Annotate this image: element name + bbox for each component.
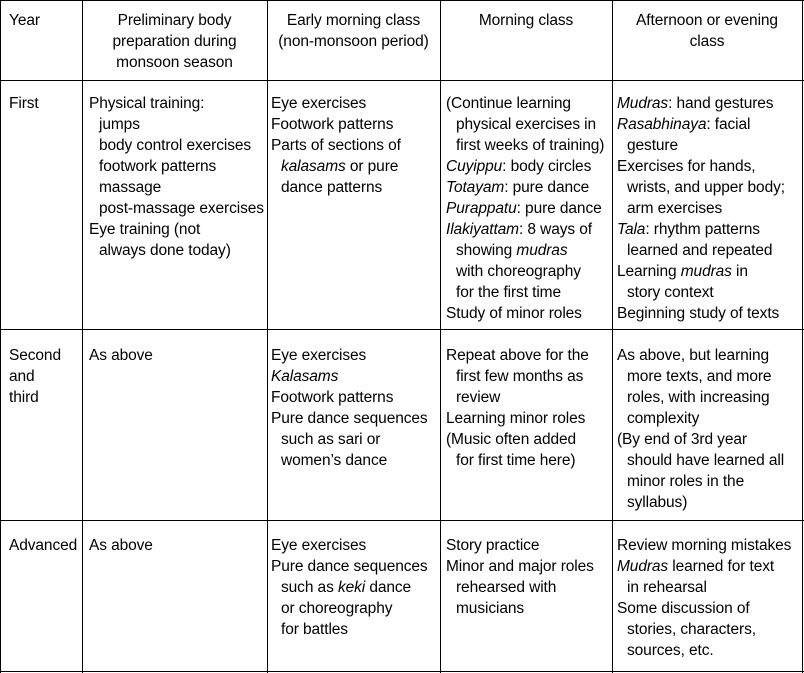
table-border-top: [0, 0, 804, 1]
header-year: Year: [9, 12, 40, 29]
header-early-morning: Early morning class (non-monsoon period): [278, 12, 429, 50]
row-advanced-preliminary: As above: [89, 537, 153, 554]
row-second-afternoon: As above, but learning more texts, and more roles, with increasing complexity (By end of 3rd year should have learned all minor roles in the syllabus): [617, 347, 785, 511]
header-preliminary: Preliminary body preparation during monsoon season: [112, 12, 237, 71]
table-border-left: [0, 0, 1, 673]
row-first-morning: (Continue learning physical exercises in first weeks of training) Cuyippu: body circles Totayam: pure dance Purappatu: pure dance Ilakiyattam: 8 ways of showing mudras with choreography for the first time Study of minor roles: [446, 95, 605, 322]
row-divider-first: [0, 329, 804, 330]
row-first-afternoon: Mudras: hand gestures Rasabhinaya: facial gesture Exercises for hands, wrists, and upper body; arm exercises Tala: rhythm patterns learned and repeated Learning mudras in story context Beginning study of texts: [617, 95, 785, 322]
column-divider-2: [267, 0, 268, 673]
row-second-preliminary: As above: [89, 347, 153, 364]
row-first-year: First: [9, 95, 39, 112]
column-divider-3: [440, 0, 441, 673]
table-border-bottom: [0, 671, 804, 672]
row-divider-header: [0, 80, 804, 81]
row-first-early-morning: Eye exercises Footwork patterns Parts of sections of kalasams or pure dance patterns: [271, 95, 401, 196]
column-divider-4: [612, 0, 613, 673]
row-second-morning: Repeat above for the first few months as review Learning minor roles (Music often added for first time here): [446, 347, 589, 469]
row-divider-second: [0, 520, 804, 521]
row-advanced-afternoon: Review morning mistakes Mudras learned for text in rehearsal Some discussion of stories, characters, sources, etc.: [617, 537, 792, 659]
row-second-early-morning: Eye exercises Kalasams Footwork patterns Pure dance sequences such as sari or women’s dance: [271, 347, 428, 469]
row-advanced-year: Advanced: [9, 537, 78, 554]
row-advanced-early-morning: Eye exercises Pure dance sequences such as keki dance or choreography for battles: [271, 537, 428, 638]
header-afternoon: Afternoon or evening class: [636, 12, 778, 50]
row-first-preliminary: Physical training: jumps body control exercises footwork patterns massage post-massage exercises Eye training (not always done today): [89, 95, 264, 259]
header-morning: Morning class: [478, 12, 574, 29]
column-divider-1: [82, 0, 83, 673]
row-second-year: Second and third: [9, 347, 61, 406]
row-advanced-morning: Story practice Minor and major roles rehearsed with musicians: [446, 537, 594, 617]
table-border-right: [802, 0, 803, 673]
